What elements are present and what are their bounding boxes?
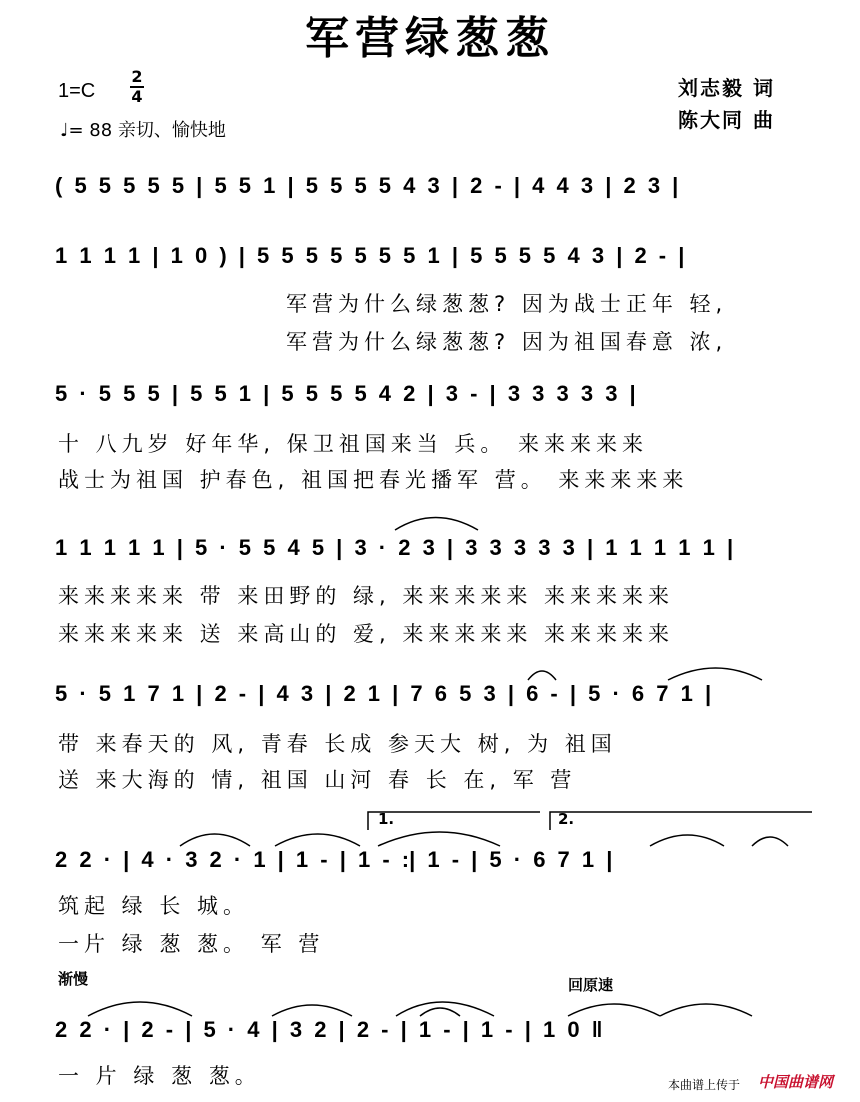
lyricist-credit: 刘志毅 词 (678, 76, 775, 100)
slur-2 (528, 671, 556, 680)
volta-bracket-1 (368, 812, 540, 830)
score-row-3: 5 · 5 5 5 | 5 5 1 | 5 5 5 5 4 2 | 3 - | 3 3 3 3 3 | (55, 381, 636, 406)
volta-second-ending: 2. (558, 810, 575, 828)
slur-13 (568, 1004, 660, 1016)
slur-12 (420, 1008, 460, 1016)
score-row-7: 2 2 · | 2 - | 5 · 4 | 3 2 | 2 - | 1 - | 1 - | 1 0 ‖ (55, 1017, 603, 1042)
ritardando-mark: 渐慢 (58, 970, 89, 988)
score-row-6: 2 2 · | 4 · 3 2 · 1 | 1 - | 1 - :| 1 - | 5 · 6 7 1 | (55, 847, 613, 872)
slur-5 (275, 834, 360, 846)
lyric-row-4-verse-2: 来来来来来 送 来高山的 爱, 来来来来来 来来来来来 (58, 622, 675, 646)
lyric-row-4-verse-1: 来来来来来 带 来田野的 绿, 来来来来来 来来来来来 (58, 584, 675, 608)
composer-credit: 陈大同 曲 (678, 108, 775, 132)
lyric-row-2-verse-1: 军营为什么绿葱葱? 因为战士正年 轻, (286, 292, 728, 316)
slur-14 (660, 1004, 752, 1016)
song-title: 军营绿葱葱 (305, 13, 555, 64)
lyric-row-3-verse-2: 战士为祖国 护春色, 祖国把春光播军 营。 来来来来来 (58, 468, 689, 492)
volta-bracket-2 (550, 812, 812, 830)
slur-9 (88, 1002, 192, 1016)
lyric-row-2-verse-2: 军营为什么绿葱葱? 因为祖国春意 浓, (286, 330, 728, 354)
upload-note: 本曲谱上传于 (668, 1078, 741, 1092)
a-tempo-mark: 回原速 (568, 976, 614, 994)
slur-8 (752, 837, 788, 846)
lyric-row-3-verse-1: 十 八九岁 好年华, 保卫祖国来当 兵。 来来来来来 (58, 432, 649, 456)
site-logo: 中国曲谱网 (758, 1073, 834, 1091)
score-row-2: 1 1 1 1 | 1 0 ) | 5 5 5 5 5 5 5 1 | 5 5 5 5 4 3 | 2 - | (55, 243, 685, 268)
slur-3 (668, 668, 762, 680)
meter-bottom: 4 (131, 87, 143, 106)
meter-top: 2 (131, 67, 143, 86)
score-row-1: ( 5 5 5 5 5 | 5 5 1 | 5 5 5 5 4 3 | 2 - | 4 4 3 | 2 3 | (55, 173, 679, 198)
score-row-4: 1 1 1 1 1 | 5 · 5 5 4 5 | 3 · 2 3 | 3 3 3 3 3 | 1 1 1 1 1 | (55, 535, 734, 560)
score-row-5: 5 · 5 1 7 1 | 2 - | 4 3 | 2 1 | 7 6 5 3 | 6 - | 5 · 6 7 1 | (55, 681, 712, 706)
lyric-row-6-verse-1: 筑起 绿 长 城。 (58, 894, 250, 918)
lyric-row-7: 一 片 绿 葱 葱。 (58, 1064, 261, 1088)
slur-1 (395, 518, 478, 531)
volta-first-ending: 1. (378, 810, 395, 828)
lyric-row-5-verse-2: 送 来大海的 情, 祖国 山河 春 长 在, 军 营 (58, 768, 577, 792)
lyric-row-5-verse-1: 带 来春天的 风, 青春 长成 参天大 树, 为 祖国 (58, 732, 617, 756)
tempo-marking: ♩= 88 亲切、愉快地 (60, 120, 226, 141)
slur-10 (272, 1005, 352, 1016)
key-signature: 1=C (58, 80, 96, 102)
lyric-row-6-verse-2: 一片 绿 葱 葱。 军 营 (58, 932, 325, 956)
slur-4 (180, 834, 250, 846)
slur-7 (650, 835, 724, 846)
slur-6 (378, 832, 500, 846)
